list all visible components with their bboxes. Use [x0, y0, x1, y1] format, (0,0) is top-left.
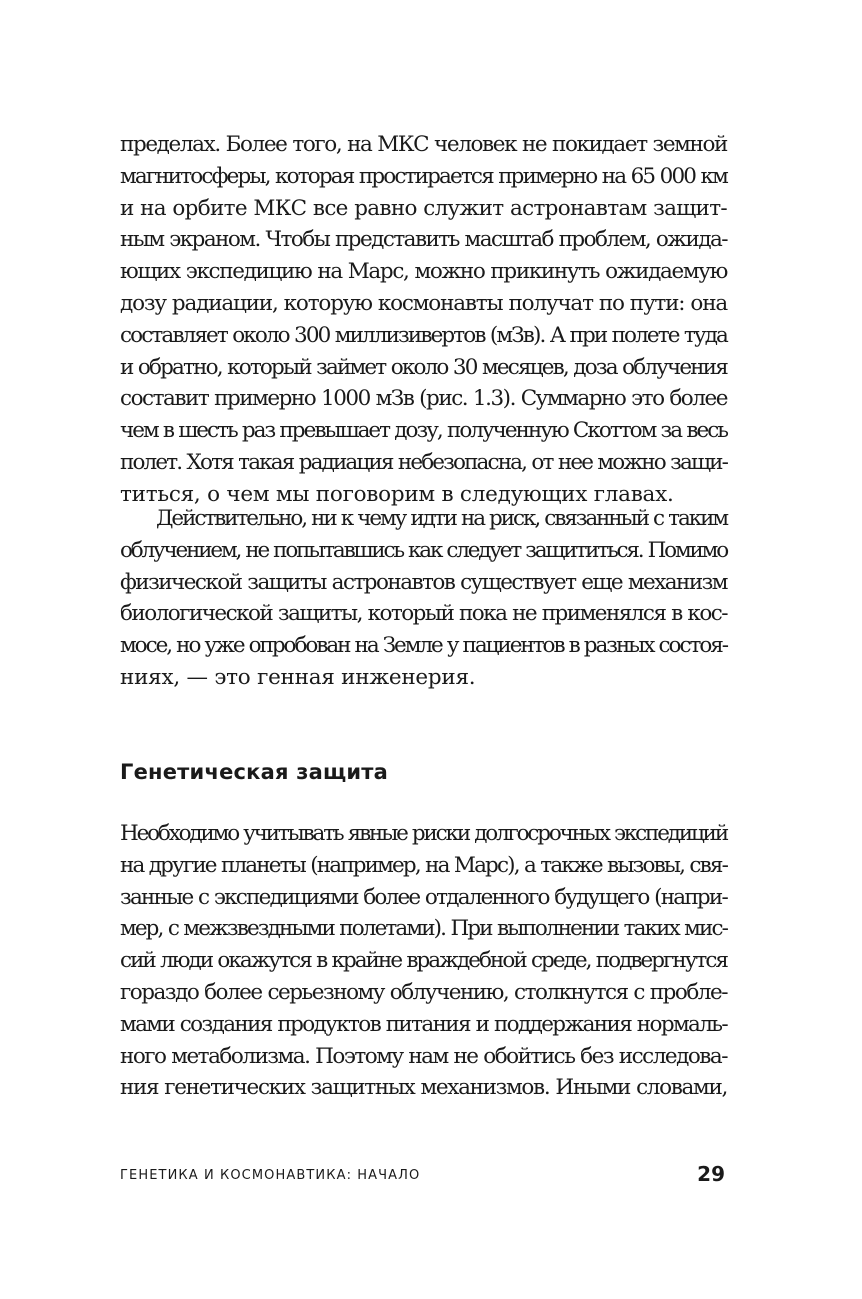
- text-line: титься, о чем мы поговорим в следующих главах.: [120, 481, 674, 507]
- text-line: полет. Хотя такая радиация небезопасна, от нее можно защи-: [120, 449, 727, 475]
- text-line: составит примерно 1000 мЗв (рис. 1.3). Суммарно это более: [120, 386, 727, 412]
- text-line: мами создания продуктов питания и поддержания нормаль-: [120, 1011, 727, 1037]
- text-line: биологической защиты, который пока не применялся в кос-: [120, 601, 727, 627]
- text-line: гораздо более серьезному облучению, столкнутся с пробле-: [120, 979, 727, 1005]
- text-line: и обратно, который займет около 30 месяцев, доза облучения: [120, 354, 727, 380]
- text-line: ниях, — это генная инженерия.: [120, 664, 476, 690]
- text-line: магнитосферы, которая простирается примерно на 65 000 км: [120, 163, 727, 189]
- text-line: составляет около 300 миллизивертов (мЗв). А при полете туда: [120, 322, 727, 348]
- paragraph: [120, 818, 727, 1104]
- text-line: сий люди окажутся в крайне враждебной среде, подвергнутся: [120, 948, 727, 974]
- text-line: облучением, не попытавшись как следует защититься. Помимо: [120, 537, 727, 563]
- text-line: занные с экспедициями более отдаленного будущего (напри-: [120, 884, 727, 910]
- text-line: пределах. Более того, на МКС человек не покидает земной: [120, 132, 727, 157]
- text-line: физической защиты астронавтов существует еще механизм: [120, 569, 727, 595]
- text-line: дозу радиации, которую космонавты получат по пути: она: [120, 290, 727, 316]
- text-line: ного метаболизма. Поэтому нам не обойтись без исследова-: [120, 1043, 727, 1069]
- page-number: 29: [697, 1162, 725, 1186]
- section-heading: Генетическая защита: [120, 760, 389, 784]
- text-line: и на орбите МКС все равно служит астронавтам защит-: [120, 195, 727, 221]
- text-line: на другие планеты (например, на Марс), а также вызовы, свя-: [120, 852, 727, 878]
- text-line: чем в шесть раз превышает дозу, полученную Скоттом за весь: [120, 418, 727, 444]
- text-line: ния генетических защитных механизмов. Иными словами,: [120, 1075, 727, 1101]
- text-line: ющих экспедицию на Марс, можно прикинуть ожидаемую: [120, 259, 727, 285]
- text-line: мер, с межзвездными полетами). При выполнении таких мис-: [120, 916, 727, 942]
- text-line: мосе, но уже опробован на Земле у пациентов в разных состоя-: [120, 633, 727, 659]
- paragraph: [120, 503, 727, 694]
- running-footer-title: ГЕНЕТИКА И КОСМОНАВТИКА: НАЧАЛО: [120, 1168, 421, 1183]
- text-line: Действительно, ни к чему идти на риск, связанный с таким: [156, 506, 727, 531]
- paragraph-continued: [120, 129, 727, 511]
- text-line: Необходимо учитывать явные риски долгосрочных экспедиций: [120, 821, 727, 846]
- text-line: ным экраном. Чтобы представить масштаб проблем, ожида-: [120, 227, 727, 253]
